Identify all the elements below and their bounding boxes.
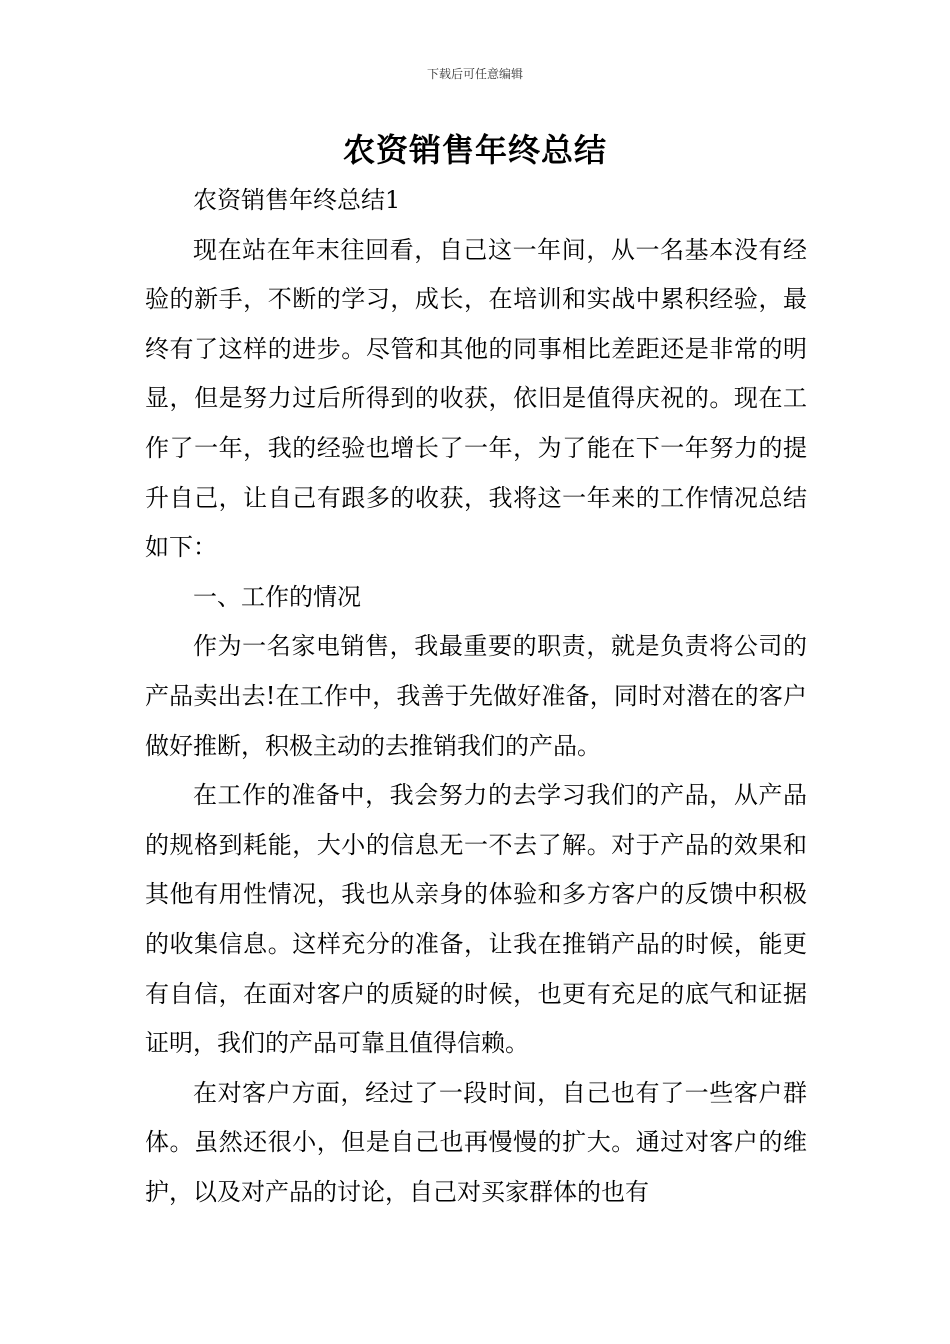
paragraph: 现在站在年末往回看，自己这一年间，从一名基本没有经验的新手，不断的学习，成长，在培训和实战中累积经验，最终有了这样的进步。尽管和其他的同事相比差距还是非常的明显，但是努力过后所得到的收获，依旧是值得庆祝的。现在工作了一年，我的经验也增长了一年，为了能在下一年努力的提升自己，让自己有跟多的收获，我将这一年来的工作情况总结如下：: [145, 235, 807, 562]
paragraph: 在对客户方面，经过了一段时间，自己也有了一些客户群体。虽然还很小，但是自己也再慢慢的扩大。通过对客户的维护，以及对产品的讨论，自己对买家群体的也有: [145, 1078, 807, 1206]
paragraph: 作为一名家电销售，我最重要的职责，就是负责将公司的产品卖出去!在工作中，我善于先做好准备，同时对潜在的客户做好推断，积极主动的去推销我们的产品。: [145, 632, 807, 760]
section-heading: 农资销售年终总结1: [193, 186, 401, 214]
document-title: 农资销售年终总结: [342, 131, 607, 169]
document-body: [145, 176, 807, 1217]
paragraph: 在工作的准备中，我会努力的去学习我们的产品，从产品的规格到耗能，大小的信息无一不去了解。对于产品的效果和其他有用性情况，我也从亲身的体验和多方客户的反馈中积极的收集信息。这样充分的准备，让我在推销产品的时候，能更有自信，在面对客户的质疑的时候，也更有充足的底气和证据证明，我们的产品可靠且值得信赖。: [145, 781, 807, 1058]
header-note: 下载后可任意编辑: [426, 67, 523, 81]
section-heading: 一、工作的情况: [193, 582, 361, 611]
